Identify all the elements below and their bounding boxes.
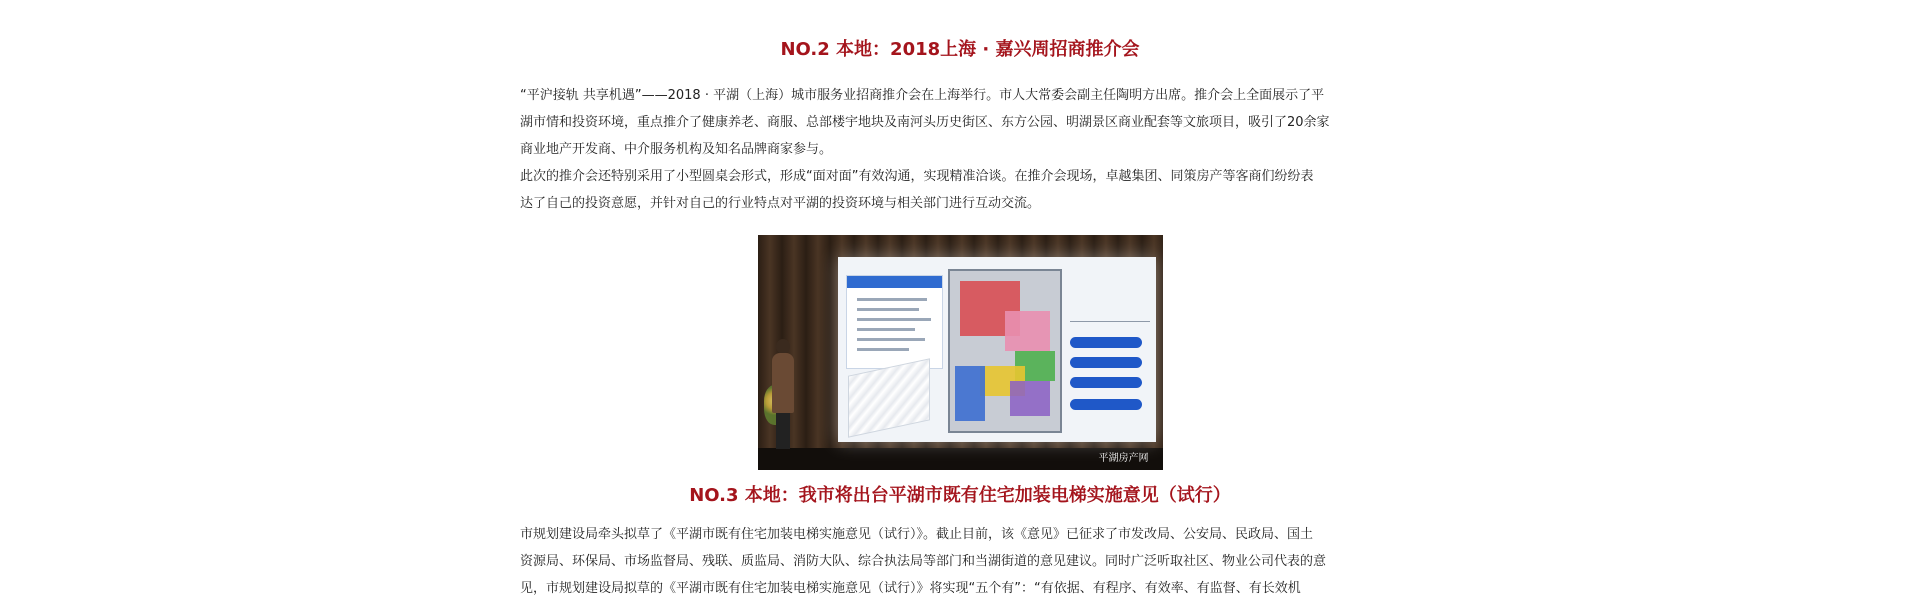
section-3-para-1-line-3: 见，市规划建设局拟草的《平湖市既有住宅加装电梯实施意见（试行）》将实现“五个有”：“有依据、有程序、有效率、有监督、有长效机 [520,581,1301,596]
section-3-title: NO.3 本地：我市将出台平湖市既有住宅加装电梯实施意见（试行） [689,485,1231,506]
screen-zoning-map [948,269,1062,433]
section-2-para-2-line-1: 此次的推介会还特别采用了小型圆桌会形式，形成“面对面”有效沟通，实现精准洽谈。在推介会现场，卓越集团、同策房产等客商们纷纷表 [520,169,1314,184]
projection-screen [838,257,1156,442]
section-2-title: NO.2 本地：2018上海 · 嘉兴周招商推介会 [780,39,1140,60]
section-2-para-1-line-3: 商业地产开发商、中介服务机构及知名品牌商家参与。 [520,142,833,157]
article-content [520,0,1400,596]
section-2-para-2-line-2: 达了自己的投资意愿，并针对自己的行业特点对平湖的投资环境与相关部门进行互动交流。 [520,196,1041,211]
section-3-body [520,521,1400,602]
screen-info-card [846,275,943,369]
section-2-para-1-line-2: 湖市情和投资环境，重点推介了健康养老、商服、总部楼宇地块及南河头历史街区、东方公园、明湖景区商业配套等文旅项目，吸引了20余家 [520,115,1330,130]
screen-engine-list [1070,287,1150,437]
speaker-figure [772,353,794,413]
section-3-para-1-line-2: 资源局、环保局、市场监督局、残联、质监局、消防大队、综合执法局等部门和当湖街道的意见建议。同时广泛听取社区、物业公司代表的意 [520,554,1327,569]
section-3-para-1-line-1: 市规划建设局牵头拟草了《平湖市既有住宅加装电梯实施意见（试行）》。截止目前，该《意见》已征求了市发改局、公安局、民政局、国土 [520,527,1314,542]
speaker-head [776,339,790,354]
section-2-body [520,82,1400,217]
photo-watermark: 平湖房产网 [1098,453,1149,464]
screen-documents-graphic [848,358,930,437]
section-2-para-1-line-1: “平沪接轨 共享机遇”——2018 · 平湖（上海）城市服务业招商推介会在上海举行。市人大常委会副主任陶明方出席。推介会上全面展示了平 [520,88,1325,103]
conference-photo [758,235,1163,470]
